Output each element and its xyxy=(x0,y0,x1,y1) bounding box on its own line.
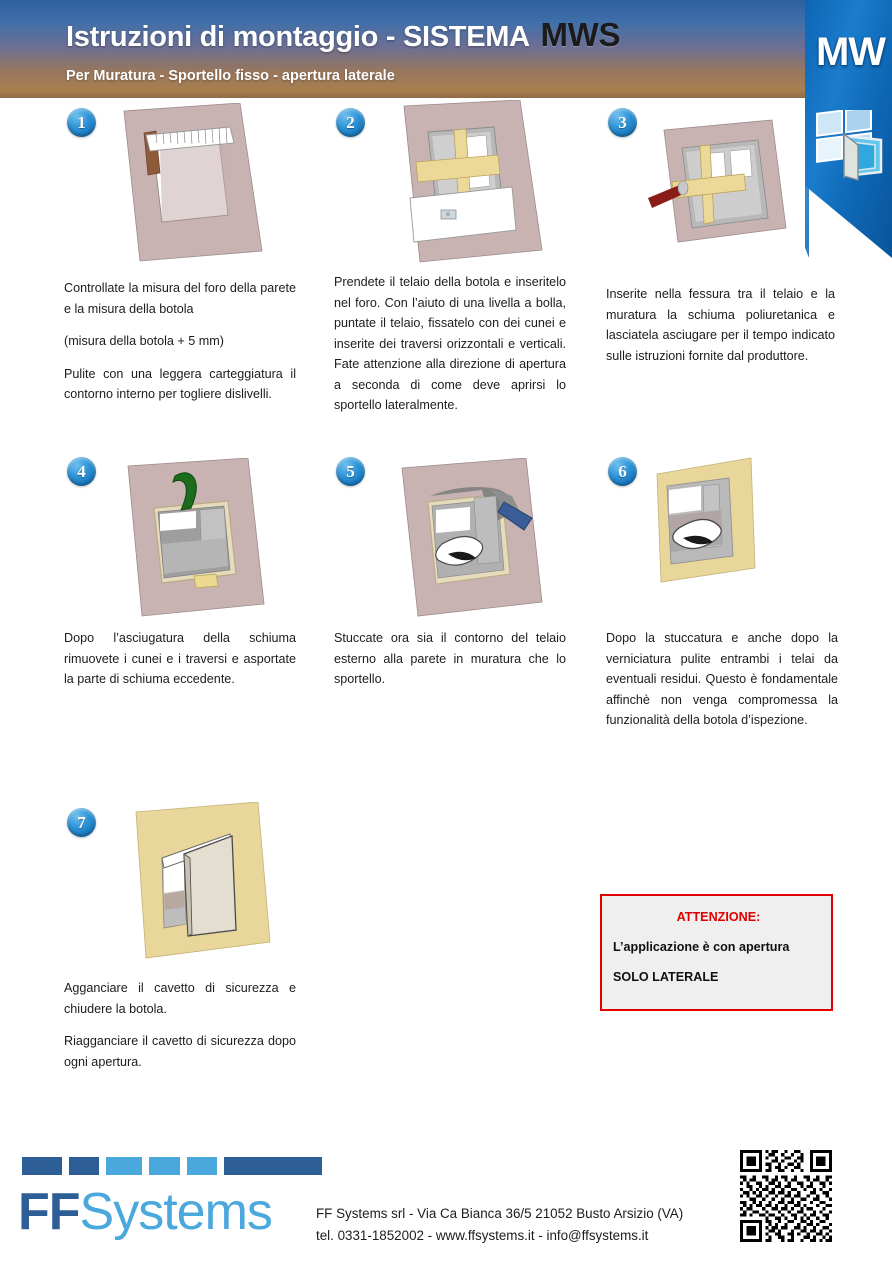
step-text-7 xyxy=(64,978,296,1072)
footer-address: FF Systems srl - Via Ca Bianca 36/5 21052 Busto Arsizio (VA) xyxy=(316,1206,684,1221)
step-badge-6: 6 xyxy=(608,457,637,486)
step-1-paragraph-2: (misura della botola + 5 mm) xyxy=(64,334,224,348)
step-badge-1: 1 xyxy=(67,108,96,137)
step-text-5 xyxy=(334,628,566,690)
step-illustration-7 xyxy=(112,802,302,967)
step-illustration-2 xyxy=(386,100,581,265)
step-text-1 xyxy=(64,278,296,405)
step-3-paragraph-1: Inserite nella fessura tra il telaio e la muratura la schiuma poliuretanica e lasciatela asciugare per il tempo indicato sulle istruzioni fornite dal produttore. xyxy=(606,287,835,363)
step-1-paragraph-1: Controllate la misura del foro della parete e la misura della botola xyxy=(64,281,296,316)
step-badge-7: 7 xyxy=(67,808,96,837)
attention-box xyxy=(600,894,833,1011)
logo-ff-text: FF xyxy=(18,1183,80,1241)
brand-banner-label: MW xyxy=(815,30,886,74)
step-illustration-5 xyxy=(386,458,576,618)
step-4-paragraph-1: Dopo l’asciugatura della schiuma rimuovete i cunei e i traversi e asportate la parte di schiuma eccedente. xyxy=(64,631,296,686)
step-text-4 xyxy=(64,628,296,690)
step-badge-2: 2 xyxy=(336,108,365,137)
step-5-paragraph-1: Stuccate ora sia il contorno del telaio esterno alla parete in muratura che lo sportello. xyxy=(334,631,566,686)
step-text-3 xyxy=(606,284,835,366)
window-door-icon xyxy=(815,110,887,188)
attention-title: ATTENZIONE: xyxy=(676,910,761,924)
qr-code-icon xyxy=(740,1150,832,1242)
footer-contact xyxy=(316,1203,683,1247)
company-logo xyxy=(18,1182,272,1242)
page-header xyxy=(0,0,892,98)
step-badge-4: 4 xyxy=(67,457,96,486)
step-illustration-6 xyxy=(655,456,830,616)
logo-systems-text: Systems xyxy=(79,1183,272,1241)
step-text-6 xyxy=(606,628,838,731)
step-1-paragraph-3: Pulite con una leggera carteggiatura il contorno interno per togliere dislivelli. xyxy=(64,366,296,401)
step-7-paragraph-2: Riagganciare il cavetto di sicurezza dopo ogni apertura. xyxy=(64,1034,296,1069)
page-title-main: Istruzioni di montaggio - SISTEMA xyxy=(66,21,537,53)
page-title-system: MWS xyxy=(540,16,621,53)
attention-line-1: L’applicazione è con apertura xyxy=(613,940,790,954)
attention-line-2: SOLO LATERALE xyxy=(613,970,719,984)
logo-decorative-bars xyxy=(22,1157,322,1175)
step-illustration-3 xyxy=(648,118,808,253)
step-2-paragraph-1: Prendete il telaio della botola e inseritelo nel foro. Con l’aiuto di una livella a bolla, puntate il telaio, fissatelo con dei cunei e inserite dei traversi orizzontali e verticali. Fate attenzione alla direzione di apertura a seconda di come deve aprirsi lo sportello lateralmente. xyxy=(334,275,566,412)
page-subtitle: Per Muratura - Sportello fisso - apertura laterale xyxy=(66,68,395,84)
step-illustration-1 xyxy=(112,103,302,263)
step-6-paragraph-1: Dopo la stuccatura e anche dopo la verniciatura pulite entrambi i telai da eventuali residui. Questo è fondamentale affinchè non venga compromessa la funzionalità della botola d’ispezione. xyxy=(606,631,838,727)
step-7-paragraph-1: Agganciare il cavetto di sicurezza e chiudere la botola. xyxy=(64,981,296,1016)
footer-phone-web: tel. 0331-1852002 - www.ffsystems.it - info@ffsystems.it xyxy=(316,1228,649,1243)
page-title xyxy=(66,16,620,54)
step-badge-5: 5 xyxy=(336,457,365,486)
step-text-2 xyxy=(334,272,566,416)
step-illustration-4 xyxy=(112,458,292,618)
step-badge-3: 3 xyxy=(608,108,637,137)
